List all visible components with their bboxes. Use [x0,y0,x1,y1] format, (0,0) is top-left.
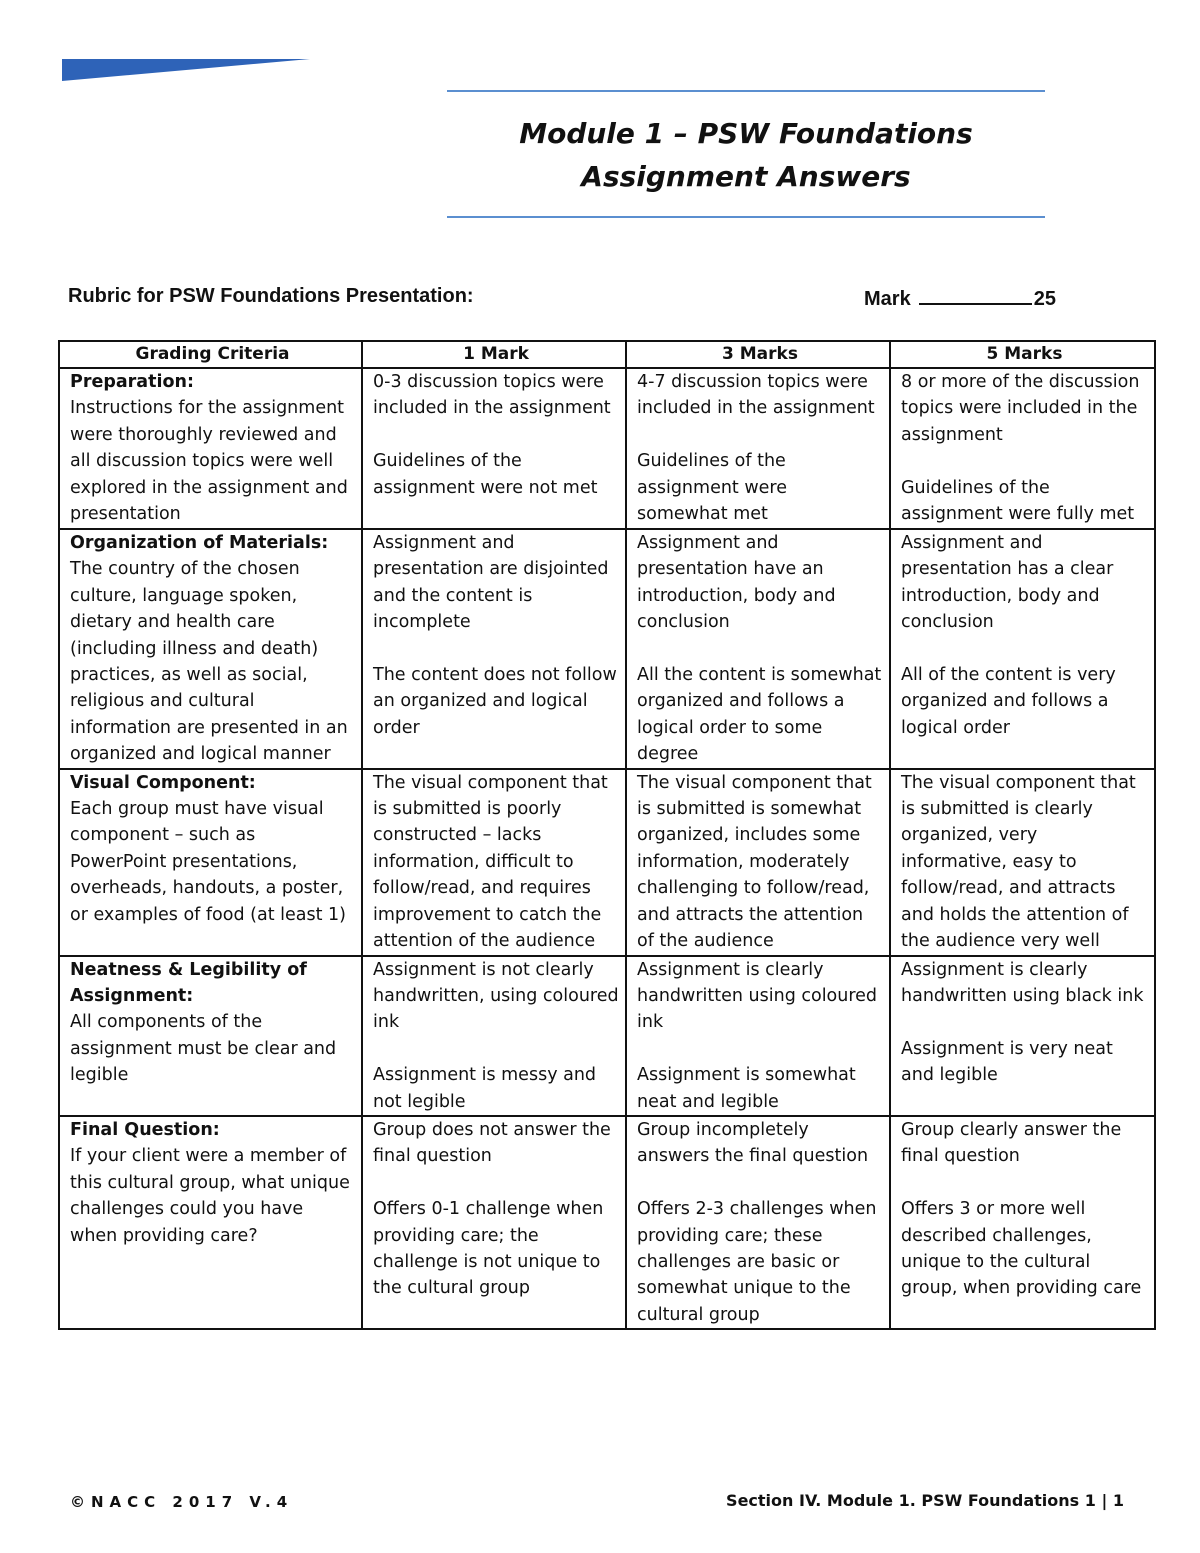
title-rule-top [447,90,1045,92]
criteria-cell [59,956,362,1116]
title-line-1: Module 1 – PSW Foundations [519,117,973,150]
rubric-row [59,529,1155,769]
cell-text: 0-3 discussion topics were included in the assignment [373,372,611,419]
cell-text: Assignment and presentation are disjointed and the content is incomplete [373,533,609,633]
footer-copyright: ©NACC 2017 V.4 [70,1493,294,1511]
mark-3-cell [626,769,890,956]
cell-text: Assignment is messy and not legible [373,1065,597,1112]
mark-1-cell [362,769,626,956]
criteria-title: Visual Component: [70,772,256,793]
criteria-title: Neatness & Legibility of Assignment: [70,959,307,1006]
cell-text: The content does not follow an organized and logical order [373,665,617,738]
cell-text: Group does not answer the final question [373,1119,611,1167]
mark-3-cell [626,368,890,529]
cell-text: Assignment is clearly handwritten using coloured ink [637,959,878,1033]
mark-5-cell [890,1116,1155,1329]
criteria-description: The country of the chosen culture, language spoken, dietary and health care (including illness and death) practices, as well as social, religious and cultural information are presented in an organized and logical manner [70,559,348,765]
cell-text: Group incompletely answers the final question [637,1119,869,1167]
criteria-cell [59,1116,362,1329]
rubric-row [59,368,1155,529]
cell-text: 4-7 discussion topics were included in the assignment [637,372,875,419]
title-line-2: Assignment Answers [581,160,911,193]
cell-text: Group clearly answer the final question [901,1119,1122,1167]
page-title [447,112,1045,198]
rubric-row [59,769,1155,956]
criteria-cell [59,368,362,529]
criteria-title: Organization of Materials: [70,533,329,553]
criteria-cell [59,529,362,769]
mark-blank-line [919,285,1032,305]
mark-1-cell [362,956,626,1116]
criteria-description: All components of the assignment must be clear and legible [70,1012,337,1086]
cell-text: All the content is somewhat organized and follows a logical order to some degree [637,665,882,765]
criteria-description: If your client were a member of this cultural group, what unique challenges could you have when providing care? [70,1146,350,1246]
mark-3-cell [626,529,890,769]
criteria-title: Preparation: [70,372,194,392]
mark-5-cell [890,956,1155,1116]
cell-text: Guidelines of the assignment were fully met [901,477,1135,525]
rubric-heading: Rubric for PSW Foundations Presentation: [68,285,474,307]
cell-text: Assignment is not clearly handwritten, using coloured ink [373,959,619,1033]
criteria-cell [59,769,362,956]
footer-page-info: Section IV. Module 1. PSW Foundations 1 | 1 [726,1491,1124,1510]
cell-text: The visual component that is submitted is somewhat organized, includes some information, moderately challenging to follow/read, and attracts the attention of the audience [637,772,872,952]
column-header-3-marks: 3 Marks [626,341,890,368]
cell-text: Guidelines of the assignment were somewhat met [637,451,788,525]
mark-5-cell [890,529,1155,769]
criteria-description: Instructions for the assignment were thoroughly reviewed and all discussion topics were well explored in the assignment and presentation [70,398,348,525]
mark-5-cell [890,769,1155,956]
criteria-description: Each group must have visual component – such as PowerPoint presentations, overheads, handouts, a poster, or examples of food (at least 1) [70,799,346,925]
rubric-row [59,1116,1155,1329]
cell-text: Assignment and presentation have an introduction, body and conclusion [637,533,836,633]
mark-field [864,285,1056,311]
cell-text: Assignment and presentation has a clear introduction, body and conclusion [901,533,1114,633]
cell-text: Assignment is clearly handwritten using black ink [901,959,1144,1006]
mark-1-cell [362,529,626,769]
organization-logo-bar [62,59,310,83]
column-header-criteria: Grading Criteria [59,341,362,368]
criteria-title: Final Question: [70,1119,220,1140]
cell-text: The visual component that is submitted is clearly organized, very informative, easy to follow/read, and attracts and holds the attention of the audience very well [901,772,1136,952]
title-rule-bottom [447,216,1045,218]
logo-stripe-icon [62,59,310,83]
column-header-1-mark: 1 Mark [362,341,626,368]
rubric-header-row [59,341,1155,368]
cell-text: Offers 2-3 challenges when providing care; these challenges are basic or somewhat unique to the cultural group [637,1199,877,1325]
cell-text: Guidelines of the assignment were not met [373,451,598,498]
mark-3-cell [626,1116,890,1329]
mark-3-cell [626,956,890,1116]
mark-1-cell [362,1116,626,1329]
rubric-table [58,340,1156,1330]
cell-text: 8 or more of the discussion topics were included in the assignment [901,372,1140,445]
mark-5-cell [890,368,1155,529]
mark-1-cell [362,368,626,529]
column-header-5-marks: 5 Marks [890,341,1155,368]
cell-text: Offers 3 or more well described challenges, unique to the cultural group, when providing care [901,1199,1142,1299]
cell-text: Assignment is very neat and legible [901,1038,1113,1086]
rubric-row [59,956,1155,1116]
cell-text: The visual component that is submitted is poorly constructed – lacks information, difficult to follow/read, and requires improvement to catch the attention of the audience [373,772,608,952]
cell-text: Offers 0-1 challenge when providing care; the challenge is not unique to the cultural group [373,1199,604,1299]
cell-text: All of the content is very organized and follows a logical order [901,665,1116,738]
cell-text: Assignment is somewhat neat and legible [637,1065,856,1112]
mark-label: Mark [864,288,911,310]
mark-total: 25 [1033,288,1056,310]
